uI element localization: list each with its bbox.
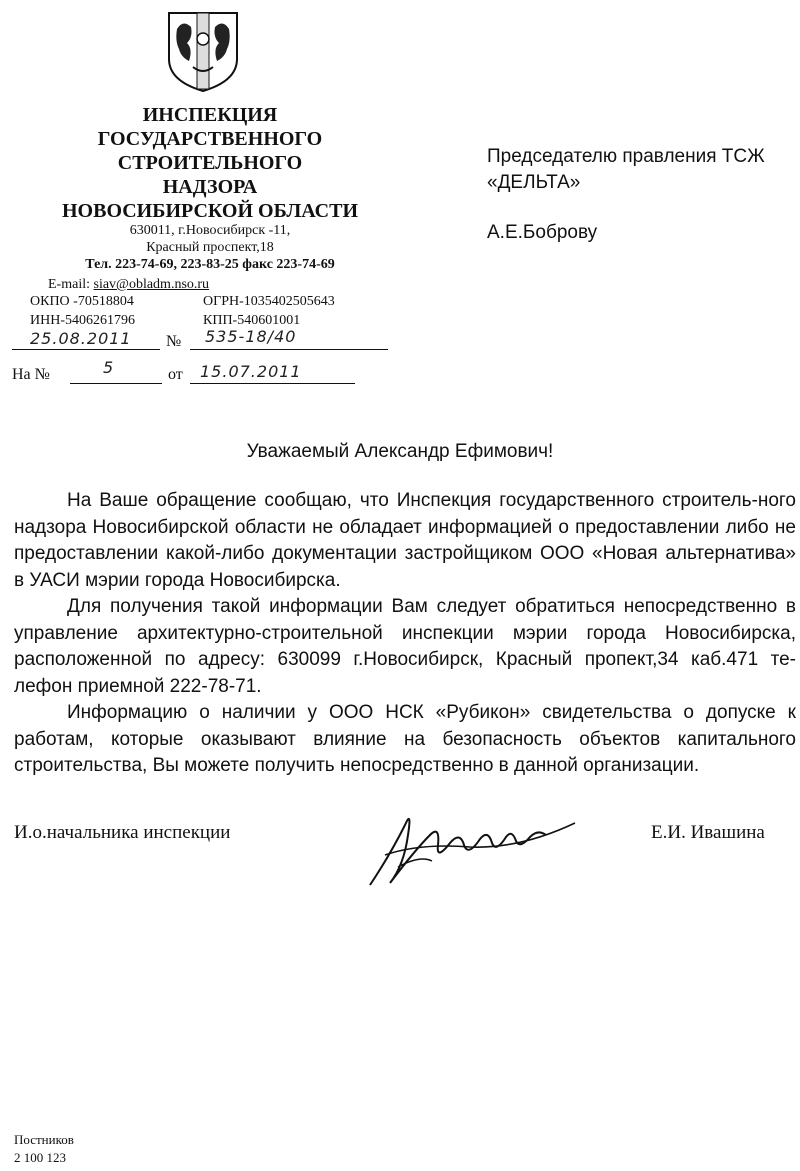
handwritten-signature-icon	[360, 795, 590, 895]
okpo-code: ОКПО -70518804	[30, 294, 134, 309]
reply-date: 15.07.2011	[200, 362, 302, 381]
recipient-name: А.Е.Боброву	[487, 222, 598, 243]
phone-numbers: Тел. 223-74-69, 223-83-25 факс 223-74-69	[85, 257, 335, 272]
executor-phone: 2 100 123	[14, 1150, 66, 1165]
signatory-role: И.о.начальника инспекции	[14, 822, 231, 843]
body-paragraph: На Ваше обращение сообщаю, что Инспекция государственного строитель-ного надзора Новосибирской области не обладает информацией о предоставлении либо не предоставлении какой-либо документации застройщиком ООО «Новая альтернатива» в УАСИ мэрии города Новосибирска.	[14, 490, 796, 591]
reply-label: На №	[12, 366, 50, 383]
recipient-title: Председателю правления ТСЖ	[487, 146, 765, 167]
executor-name: Постников	[14, 1132, 74, 1147]
reply-number: 5	[103, 358, 115, 377]
inn-code: ИНН-5406261796	[30, 313, 135, 328]
organization-name	[30, 103, 390, 223]
org-line: ГОСУДАРСТВЕННОГО	[97, 128, 323, 150]
body-paragraph: Для получения такой информации Вам следует обратиться непосредственно в управление архитектурно-строительной инспекции мэрии города Новосибирска, расположенной по адресу: 630099 г.Новосибирск, Красный пропект,34 каб.471 те-лефон приемной 222-78-71.	[14, 596, 796, 697]
email-label: E-mail:	[48, 277, 94, 292]
coat-of-arms-icon	[163, 9, 243, 93]
reply-number-underline	[70, 383, 162, 384]
reply-date-underline	[190, 383, 355, 384]
address-line-2: Красный проспект,18	[146, 240, 274, 255]
signatory-name: Е.И. Ивашина	[651, 822, 765, 843]
number-label: №	[166, 333, 182, 350]
letter-body	[14, 488, 796, 780]
recipient-org: «ДЕЛЬТА»	[487, 172, 581, 193]
address-line-1: 630011, г.Новосибирск -11,	[129, 223, 291, 238]
number-underline	[190, 349, 388, 350]
outgoing-number: 535-18/40	[205, 327, 297, 346]
body-paragraph: Информацию о наличии у ООО НСК «Рубикон» свидетельства о допуске к работам, которые оказывают влияние на безопасность объектов капитального строительства, Вы можете получить непосредственно в данной организации.	[14, 702, 796, 776]
email-row	[48, 277, 209, 293]
from-label: от	[168, 366, 183, 383]
outgoing-date: 25.08.2011	[30, 329, 132, 348]
org-line: НАДЗОРА	[162, 176, 258, 198]
org-line: СТРОИТЕЛЬНОГО	[117, 152, 303, 174]
org-line: ИНСПЕКЦИЯ	[142, 104, 278, 126]
date-underline	[12, 349, 160, 350]
email-link[interactable]: siav@obladm.nso.ru	[93, 277, 210, 292]
org-line: НОВОСИБИРСКОЙ ОБЛАСТИ	[61, 200, 359, 222]
kpp-code: КПП-540601001	[203, 313, 301, 328]
ogrn-code: ОГРН-1035402505643	[203, 294, 335, 309]
salutation: Уважаемый Александр Ефимович!	[246, 441, 554, 462]
